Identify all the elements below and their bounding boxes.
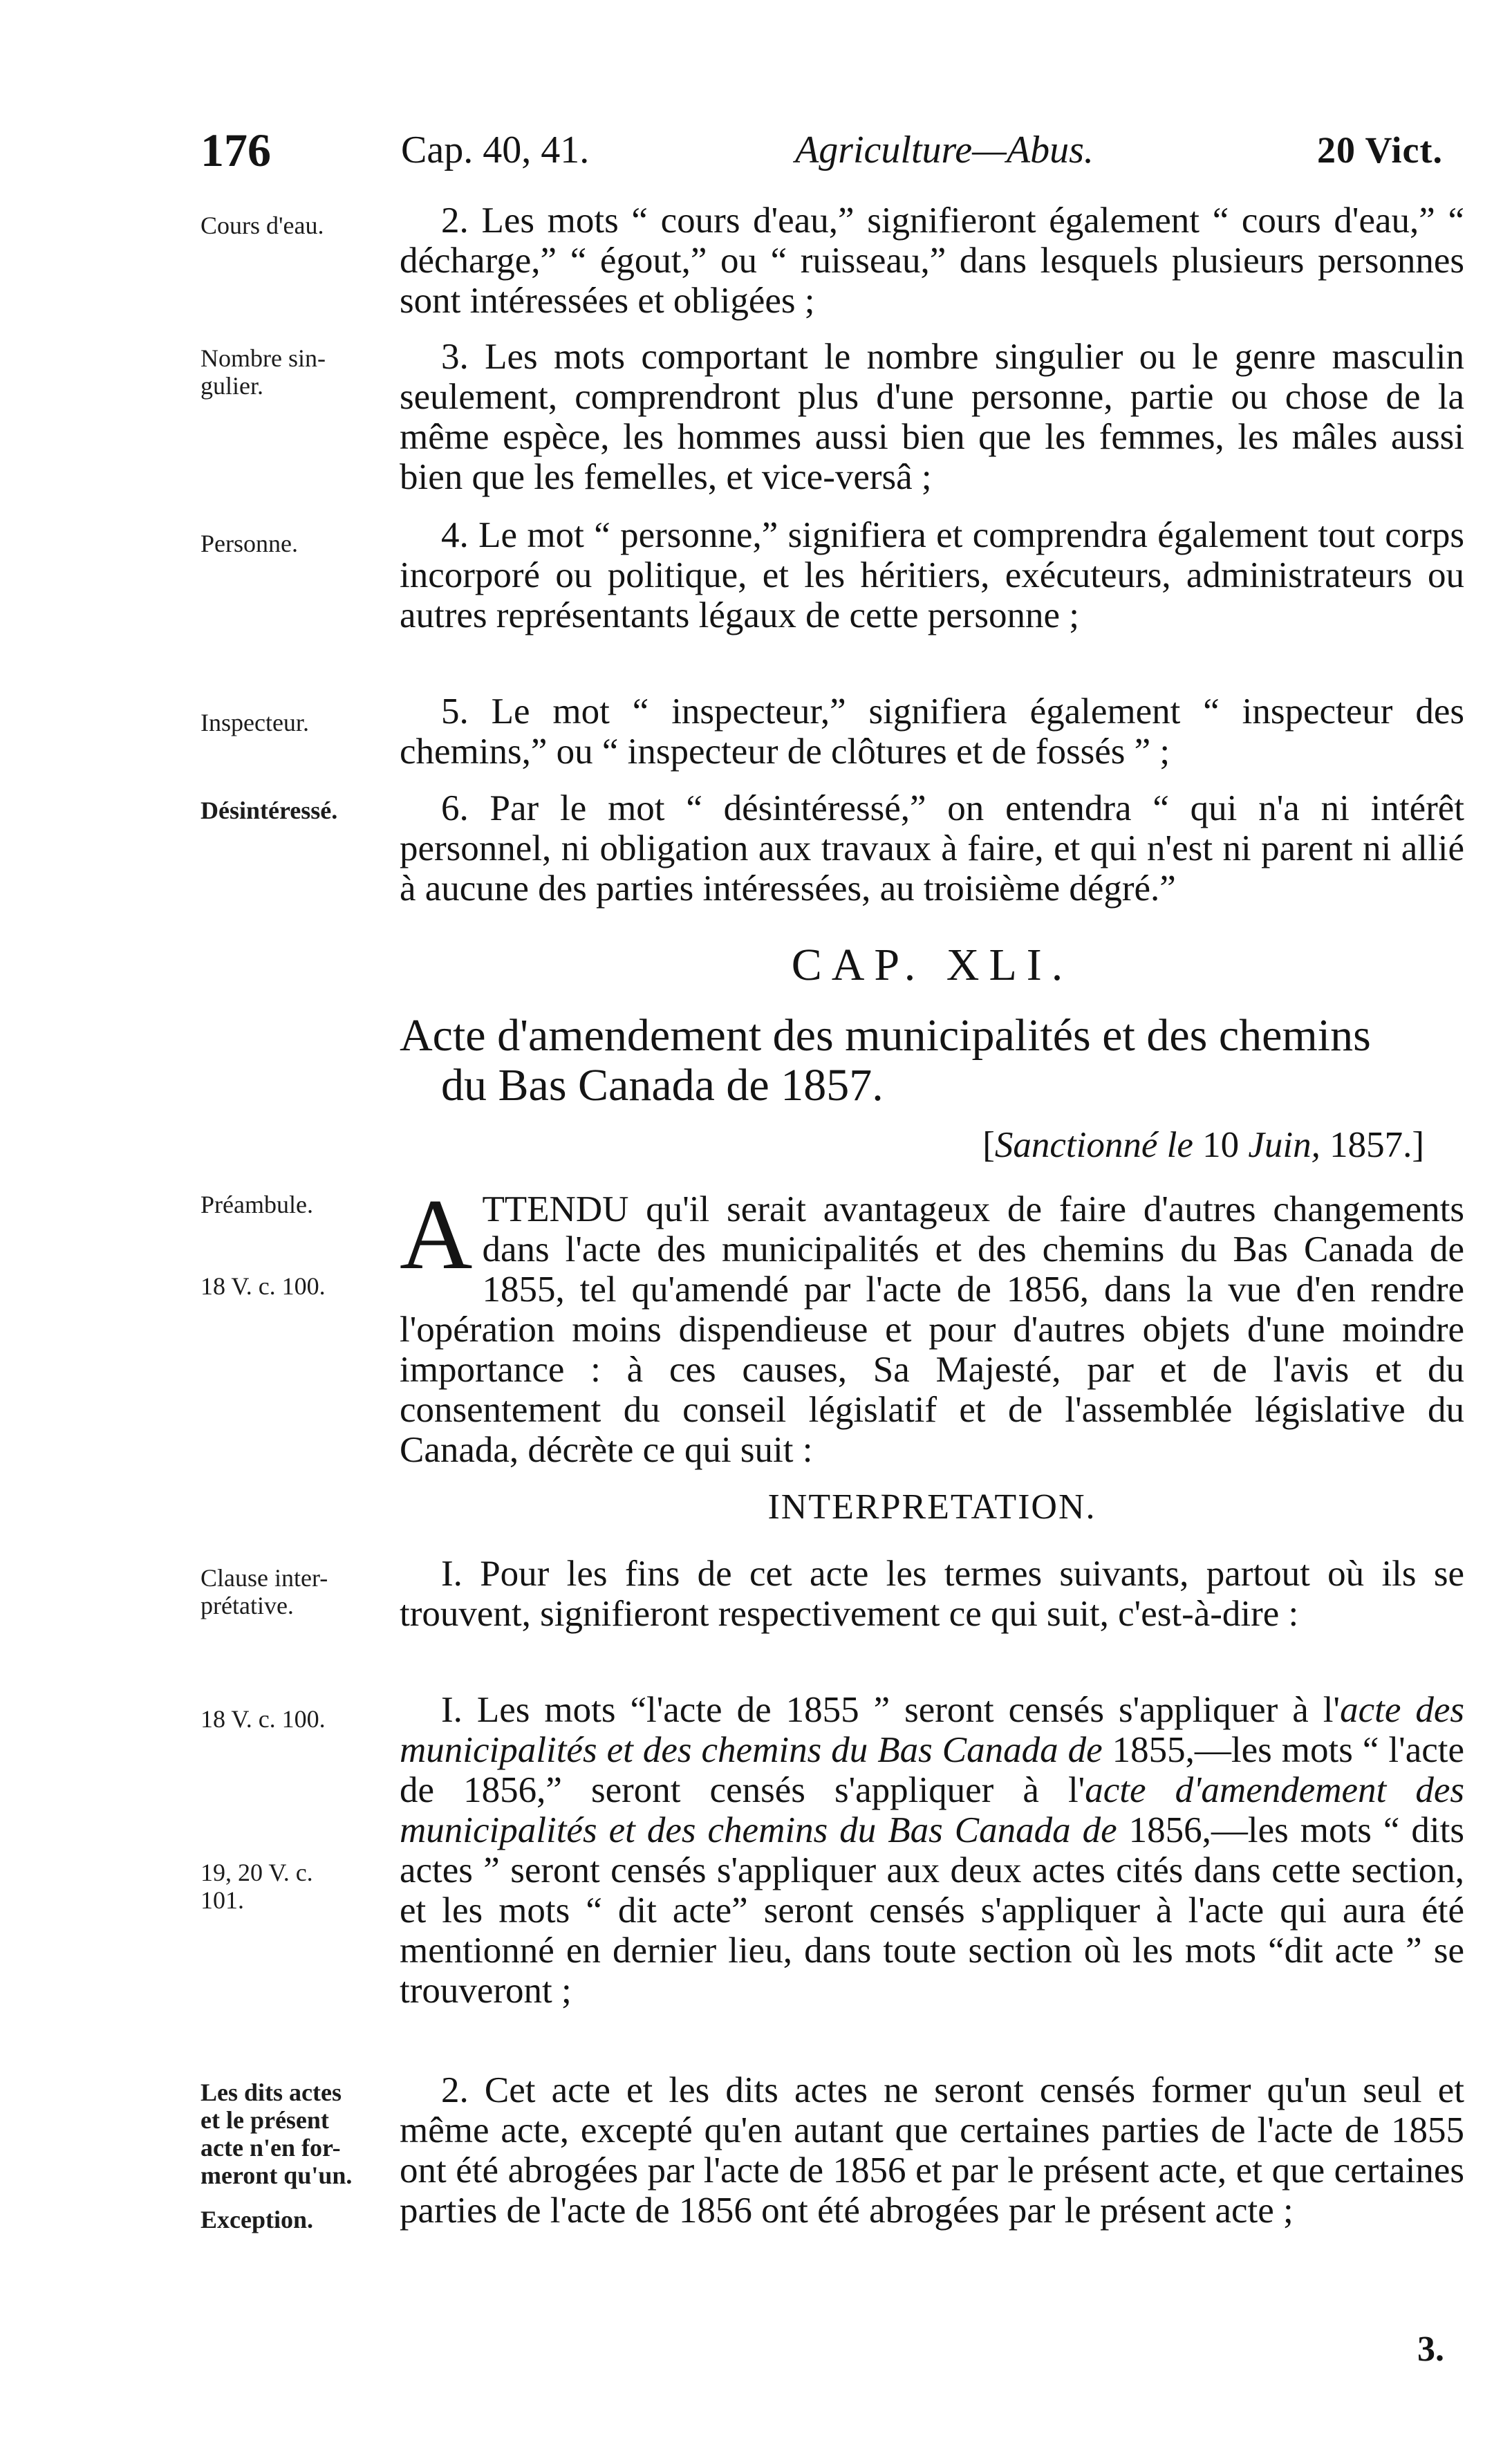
- side-note-inspecteur: Inspecteur.: [200, 709, 309, 736]
- sanction-month: Juin,: [1248, 1125, 1320, 1165]
- subsection-1-paragraph: [400, 1690, 1464, 2011]
- side-note-preambule: Préambule.: [200, 1191, 313, 1218]
- side-note-desinteresse: Désintéressé.: [200, 797, 338, 824]
- running-title: Agriculture—Abus.: [795, 129, 1094, 171]
- act-name-italic: acte des municipalités et des chemins du Bas Canada de: [400, 1690, 1464, 1770]
- page-number: 176: [200, 124, 271, 176]
- text-run: I. Les mots “l'acte de 1855 ” seront censés s'appliquer à l': [441, 1690, 1341, 1730]
- sanction-year: 1857.]: [1320, 1125, 1424, 1165]
- sanction-date: [899, 1124, 1424, 1166]
- sanction-bracket: [: [982, 1125, 995, 1165]
- next-section-number: 3.: [1417, 2330, 1444, 2369]
- side-note-personne: Personne.: [200, 530, 298, 557]
- side-note-line: gulier.: [200, 372, 263, 400]
- interpretation-heading: INTERPRETATION.: [767, 1487, 1096, 1527]
- act-title: [400, 1011, 1478, 1110]
- side-note-line: Clause inter-: [200, 1564, 328, 1592]
- sanction-day: 10: [1193, 1125, 1249, 1165]
- side-note-line: 101.: [200, 1886, 244, 1914]
- interpretation-clause: I. Pour les fins de cet acte les termes suivants, partout où ils se trouvent, signifieront respectivement ce qui suit, c'est-à-dire :: [400, 1554, 1464, 1634]
- side-note-line: et le présent: [200, 2106, 329, 2134]
- side-note-reference: 18 V. c. 100.: [200, 1272, 326, 1300]
- chapter-heading: CAP. XLI.: [791, 940, 1073, 990]
- section-4-paragraph: 4. Le mot “ personne,” signifiera et comprendra également tout corps incorporé ou politique, et les héritiers, exécuteurs, administrateurs ou autres représentants légaux de cette personne ;: [400, 515, 1464, 635]
- side-note-line: 19, 20 V. c.: [200, 1859, 313, 1886]
- section-3-paragraph: 3. Les mots comportant le nombre singulier ou le genre masculin seulement, comprendront plus d'une personne, partie ou chose de la même espèce, les hommes aussi bien que les femmes, les mâles aussi bien que les femelles, et vice-versâ ;: [400, 337, 1464, 497]
- side-note-line: meront qu'un.: [200, 2162, 353, 2189]
- act-name-italic: acte d'amendement des municipalités et des chemins du Bas Canada de: [400, 1770, 1464, 1850]
- side-note-cours: Cours d'eau.: [200, 212, 324, 239]
- side-note-line: prétative.: [200, 1592, 294, 1619]
- section-2-paragraph: 2. Les mots “ cours d'eau,” signifieront également “ cours d'eau,” “ décharge,” “ égout,” ou “ ruisseau,” dans lesquels plusieurs personnes sont intéressées et obligées ;: [400, 201, 1464, 321]
- preamble-text: TTENDU qu'il serait avantageux de faire d'autres changements dans l'acte des municipalités et des chemins du Bas Canada de 1855, tel qu'amendé par l'acte de 1856, dans la vue d'en rendre l'opération moins dispendieuse et pour d'autres objets d'une moindre importance : à ces causes, Sa Majesté, par et de l'avis et du consentement du conseil législatif et de l'assemblée législative du Canada, décrète ce qui suit :: [400, 1189, 1464, 1470]
- side-note-dits-actes: [200, 2079, 377, 2189]
- side-note-reference: [200, 1859, 377, 1914]
- side-note-line: acte n'en for-: [200, 2134, 341, 2162]
- side-note-line: Les dits actes: [200, 2079, 342, 2106]
- section-6-paragraph: 6. Par le mot “ désintéressé,” on entendra “ qui n'a ni intérêt personnel, ni obligation aux travaux à faire, et qui n'est ni parent ni allié à aucune des parties intéressées, au troisième dégré.”: [400, 788, 1464, 909]
- side-note-reference: 18 V. c. 100.: [200, 1705, 326, 1733]
- text-run: 1856,—les mots “ dits actes ” seront censés s'appliquer aux deux actes cités dans cette section, et les mots “ dit acte” seront censés s'appliquer à l'acte qui aura été mentionné en dernier lieu, dans toute section où les mots “dit acte ” se trouveront ;: [400, 1810, 1464, 2011]
- text-run: 1855,—les mots “ l'acte de 1856,” seront censés s'appliquer à l': [400, 1730, 1464, 1810]
- side-note-nombre: [200, 344, 377, 400]
- drop-cap: A: [400, 1178, 473, 1290]
- side-note-exception: Exception.: [200, 2206, 314, 2233]
- side-note-clause: [200, 1564, 377, 1619]
- reign-year: 20 Vict.: [1317, 129, 1443, 171]
- act-title-line: du Bas Canada de 1857.: [441, 1060, 884, 1110]
- sanction-label: Sanctionné le: [994, 1125, 1193, 1165]
- side-note-line: Nombre sin-: [200, 344, 326, 372]
- subsection-2-paragraph: 2. Cet acte et les dits actes ne seront censés former qu'un seul et même acte, excepté qu'en autant que certaines parties de l'acte de 1855 ont été abrogées par l'acte de 1856 et par le présent acte, et que certaines parties de l'acte de 1856 ont été abrogées par le présent acte ;: [400, 2070, 1464, 2231]
- chapter-reference: Cap. 40, 41.: [401, 129, 590, 171]
- section-5-paragraph: 5. Le mot “ inspecteur,” signifiera également “ inspecteur des chemins,” ou “ inspecteur de clôtures et de fossés ” ;: [400, 691, 1464, 772]
- preamble-paragraph: [400, 1178, 1464, 1470]
- act-title-line: Acte d'amendement des municipalités et des chemins: [400, 1010, 1371, 1061]
